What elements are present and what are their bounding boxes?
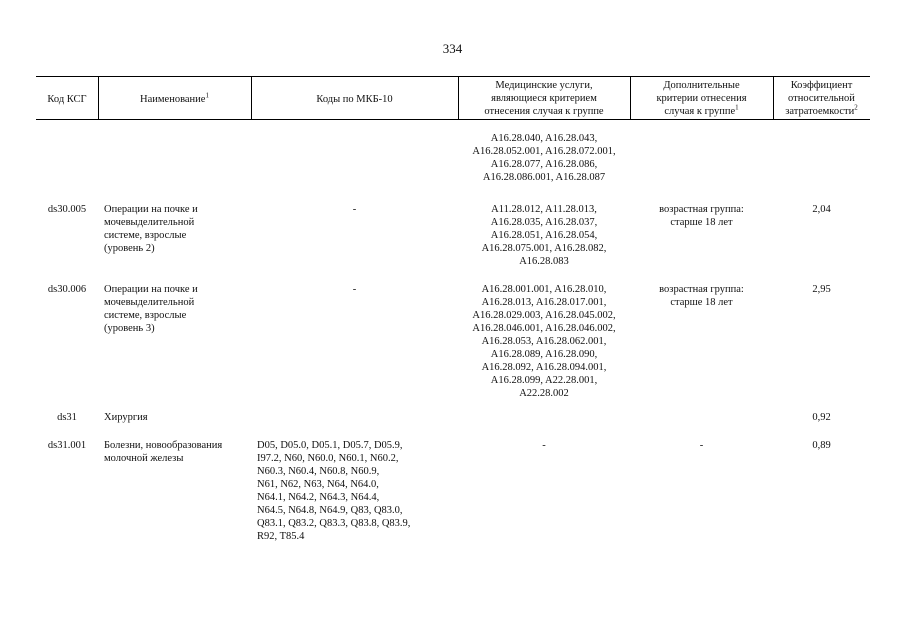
- row-criteria: возрастная группа: старше 18 лет: [659, 204, 744, 228]
- header-services: Медицинские услуги, являющиеся критерием отнесения случая к группе: [484, 80, 604, 117]
- row-coefficient: 0,92: [812, 412, 831, 423]
- row-code: ds31.001: [47, 440, 87, 451]
- row-name: Хирургия: [104, 412, 148, 423]
- row-criteria: возрастная группа: старше 18 лет: [659, 284, 744, 308]
- row-services: A16.28.001.001, A16.28.010, A16.28.013, A16.28.017.001, A16.28.029.003, A16.28.045.002, A16.28.046.001, A16.28.046.002, A16.28.053, A16.28.062.001, A16.28.089, A16.28.090, A16.28.092, A16.28.094.001, A16.28.099, A22.28.001, A22.28.002: [472, 284, 616, 399]
- row-icd: D05, D05.0, D05.1, D05.7, D05.9, I97.2, N60, N60.0, N60.1, N60.2, N60.3, N60.4, N60.8, N60.9, N61, N62, N63, N64, N64.0, N64.1, N64.2, N64.3, N64.4, N64.5, N64.8, N64.9, Q83, Q83.0, Q83.1, Q83.2, Q83.3, Q83.8, Q83.9, R92, T85.4: [257, 440, 411, 542]
- row-code: ds31: [57, 412, 77, 423]
- page-number: 334: [442, 41, 463, 56]
- header-icd: Коды по МКБ-10: [316, 94, 393, 105]
- row-icd: -: [352, 284, 357, 295]
- row-name: Операции на почке и мочевыделительной системе, взрослые (уровень 3): [104, 284, 198, 334]
- row-name: Операции на почке и мочевыделительной системе, взрослые (уровень 2): [104, 204, 198, 254]
- row-coefficient: 0,89: [812, 440, 831, 451]
- row-name: Болезни, новообразования молочной железы: [104, 440, 223, 464]
- table-top-border: [36, 76, 870, 77]
- row-services: -: [542, 440, 546, 451]
- row-criteria: -: [699, 440, 704, 451]
- row-code: ds30.005: [47, 204, 87, 215]
- header-code: Код КСГ: [47, 94, 87, 105]
- row-code: ds30.006: [47, 284, 87, 295]
- row-services: A11.28.012, A11.28.013, A16.28.035, A16.28.037, A16.28.051, A16.28.054, A16.28.075.001, A16.28.082, A16.28.083: [481, 204, 607, 267]
- header-name: Наименование$^1$: [140, 91, 209, 105]
- row-icd: -: [352, 204, 357, 215]
- row-coefficient: 2,95: [812, 284, 831, 295]
- header-coefficient: Коэффициент относительной затратоемкости$^2$: [785, 80, 858, 117]
- table-header-bottom-border: [36, 119, 870, 120]
- row-coefficient: 2,04: [812, 204, 831, 215]
- row-services: A16.28.040, A16.28.043, A16.28.052.001, A16.28.072.001, A16.28.077, A16.28.086, A16.28.086.001, A16.28.087: [472, 133, 616, 183]
- header-criteria: Дополнительные критерии отнесения случая к группе$^1$: [656, 80, 747, 117]
